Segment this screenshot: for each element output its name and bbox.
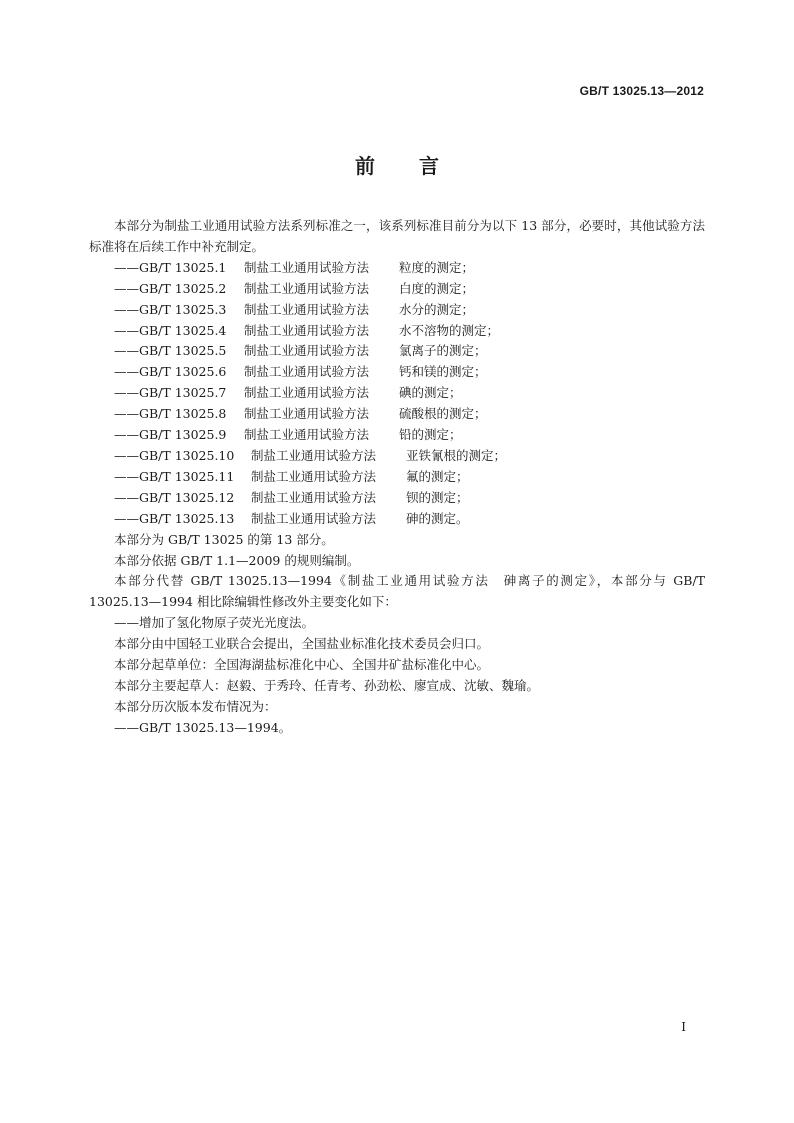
drafting-units-statement: 本部分起草单位：全国海湖盐标准化中心、全国井矿盐标准化中心。 xyxy=(114,657,490,673)
dash: —— xyxy=(114,322,139,338)
method-name: 制盐工业通用试验方法 xyxy=(251,489,377,505)
intro-paragraph: 本部分为制盐工业通用试验方法系列标准之一，该系列标准目前分为以下 13 部分，必要时，其他试验方法标准将在后续工作中补充制定。 xyxy=(89,218,705,254)
list-item xyxy=(89,446,705,467)
dash: —— xyxy=(114,489,139,505)
drafting-rule-statement: 本部分依据 GB/T 1.1—2009 的规则编制。 xyxy=(114,552,360,568)
drafters-statement: 本部分主要起草人：赵毅、于秀玲、任青考、孙劲松、廖宣成、沈敏、魏瑜。 xyxy=(114,677,540,693)
page-title: 前言 xyxy=(355,154,483,178)
dash: —— xyxy=(114,280,139,296)
part-subject: 氯离子的测定； xyxy=(399,343,487,359)
list-item xyxy=(89,321,705,342)
method-name: 制盐工业通用试验方法 xyxy=(251,468,377,484)
part-code: GB/T 13025.6 xyxy=(139,364,227,380)
method-name: 制盐工业通用试验方法 xyxy=(244,343,370,359)
dash: —— xyxy=(114,343,139,359)
part-code: GB/T 13025.9 xyxy=(139,427,227,443)
part-code: GB/T 13025.5 xyxy=(139,343,227,359)
method-name: 制盐工业通用试验方法 xyxy=(244,427,370,443)
part-subject: 水不溶物的测定； xyxy=(399,322,500,338)
list-item xyxy=(89,383,705,404)
part-subject: 硫酸根的测定； xyxy=(399,406,487,422)
dash: —— xyxy=(114,510,139,526)
method-name: 制盐工业通用试验方法 xyxy=(251,510,377,526)
part-subject: 碘的测定； xyxy=(399,385,462,401)
page-number: I xyxy=(681,1020,686,1034)
dash: —— xyxy=(114,447,139,463)
part-code: GB/T 13025.11 xyxy=(139,468,235,484)
list-item xyxy=(89,509,705,530)
history-intro: 本部分历次版本发布情况为： xyxy=(114,698,277,714)
method-name: 制盐工业通用试验方法 xyxy=(251,447,377,463)
part-code: GB/T 13025.10 xyxy=(139,447,235,463)
part-code: GB/T 13025.8 xyxy=(139,406,227,422)
part-subject: 亚铁氰根的测定； xyxy=(406,447,507,463)
foreword-body xyxy=(89,216,705,739)
proposed-by-statement: 本部分由中国轻工业联合会提出，全国盐业标准化技术委员会归口。 xyxy=(114,636,490,652)
part-subject: 钙和镁的测定； xyxy=(399,364,487,380)
dash: —— xyxy=(114,364,139,380)
part-subject: 氟的测定； xyxy=(406,468,469,484)
method-name: 制盐工业通用试验方法 xyxy=(244,280,370,296)
part-subject: 水分的测定； xyxy=(399,301,475,317)
part-subject: 铅的测定； xyxy=(399,427,462,443)
part-code: GB/T 13025.4 xyxy=(139,322,227,338)
dash: —— xyxy=(114,301,139,317)
list-item xyxy=(89,425,705,446)
method-name: 制盐工业通用试验方法 xyxy=(244,322,370,338)
part-code: GB/T 13025.1 xyxy=(139,259,227,275)
method-name: 制盐工业通用试验方法 xyxy=(244,406,370,422)
change-item: ——增加了氢化物原子荧光光度法。 xyxy=(114,615,315,631)
part-code: GB/T 13025.13 xyxy=(139,510,235,526)
standard-code: GB/T 13025.13—2012 xyxy=(579,84,704,98)
dash: —— xyxy=(114,427,139,443)
dash: —— xyxy=(114,406,139,422)
history-item: ——GB/T 13025.13—1994。 xyxy=(114,719,292,735)
part-subject: 钡的测定； xyxy=(406,489,469,505)
dash: —— xyxy=(114,468,139,484)
part-subject: 粒度的测定； xyxy=(399,259,475,275)
method-name: 制盐工业通用试验方法 xyxy=(244,301,370,317)
method-name: 制盐工业通用试验方法 xyxy=(244,364,370,380)
dash: —— xyxy=(114,259,139,275)
list-item xyxy=(89,258,705,279)
list-item xyxy=(89,300,705,321)
dash: —— xyxy=(114,385,139,401)
method-name: 制盐工业通用试验方法 xyxy=(244,385,370,401)
part-of-statement: 本部分为 GB/T 13025 的第 13 部分。 xyxy=(114,531,334,547)
list-item xyxy=(89,279,705,300)
part-code: GB/T 13025.3 xyxy=(139,301,227,317)
part-code: GB/T 13025.7 xyxy=(139,385,227,401)
part-subject: 白度的测定； xyxy=(399,280,475,296)
method-name: 制盐工业通用试验方法 xyxy=(244,259,370,275)
list-item xyxy=(89,341,705,362)
part-subject: 砷的测定。 xyxy=(406,510,469,526)
part-code: GB/T 13025.2 xyxy=(139,280,227,296)
part-code: GB/T 13025.12 xyxy=(139,489,235,505)
replaces-statement: 本部分代替 GB/T 13025.13—1994《制盐工业通用试验方法 砷离子的测定》，本部分与 GB/T 13025.13—1994 相比除编辑性修改外主要变化如下： xyxy=(89,573,705,610)
list-item xyxy=(89,404,705,425)
list-item xyxy=(89,488,705,509)
list-item xyxy=(89,467,705,488)
parts-list xyxy=(89,258,705,530)
list-item xyxy=(89,362,705,383)
